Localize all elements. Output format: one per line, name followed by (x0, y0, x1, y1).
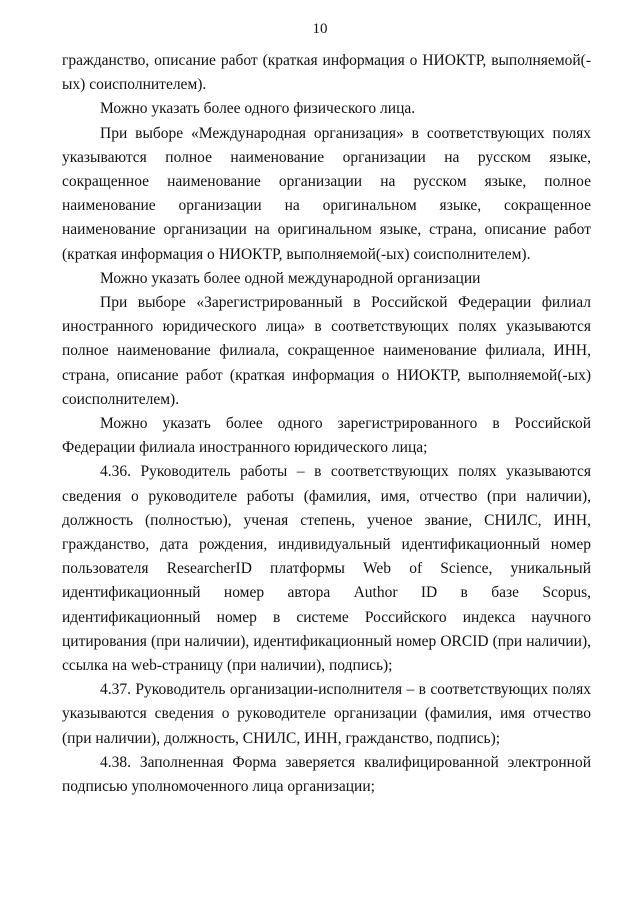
paragraph: Можно указать более одного физического лица. (100, 100, 416, 118)
page-number: 10 (312, 21, 328, 37)
paragraph: При выборе «Зарегистрированный в Российской Федерации филиал иностранного юридического лица» в соответствующих полях указываются полное наименование филиала, сокращенное наименование филиала, ИНН, страна, описание работ (краткая информация о НИОКТР, выполняемой(-ых) соисполнителем). (62, 294, 591, 408)
paragraph: 4.37. Руководитель организации-исполнителя – в соответствующих полях указываются сведения о руководителе организации (фамилия, имя отчество (при наличии), должность, СНИЛС, ИНН, гражданство, подпись); (62, 681, 591, 747)
paragraph: Можно указать более одной международной организации (100, 269, 481, 287)
paragraph: 4.38. Заполненная Форма заверяется квалифицированной электронной подписью уполномоченного лица организации; (62, 753, 591, 796)
paragraph: Можно указать более одного зарегистрированного в Российской Федерации филиала иностранного юридического лица; (62, 415, 591, 457)
paragraph: При выборе «Международная организация» в соответствующих полях указываются полное наименование организации на русском языке, сокращенное наименование организации на русском языке, полное наименование организации на оригинальном языке, сокращенное наименование организации на оригинальном языке, страна, описание работ (краткая информация о НИОКТР, выполняемой(-ых) соисполнителем). (62, 124, 591, 263)
document-body (62, 49, 591, 799)
paragraph: 4.36. Руководитель работы – в соответствующих полях указываются сведения о руководителе работы (фамилия, имя, отчество (при наличии), должность (полностью), ученая степень, ученое звание, СНИЛС, ИНН, гражданство, дата рождения, индивидуальный идентификационный номер пользователя ResearcherID платформы Web of Science, уникальный идентификационный номер автора Author ID в базе Scopus, идентификационный номер в системе Российского индекса научного цитирования (при наличии), идентификационный номер ORCID (при наличии), ссылка на web-страницу (при наличии), подпись); (62, 463, 591, 675)
paragraph: гражданство, описание работ (краткая информация о НИОКТР, выполняемой(-ых) соисполнителем). (62, 52, 591, 94)
